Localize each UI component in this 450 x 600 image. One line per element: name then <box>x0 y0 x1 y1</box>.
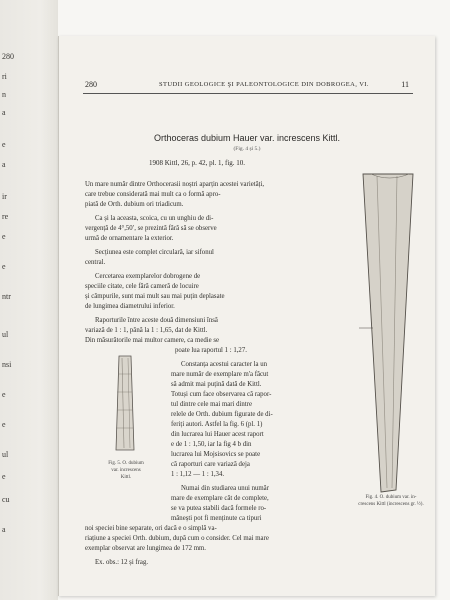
text-line: e de 1 : 1,50, iar la fig 4 b din <box>171 441 252 448</box>
text-line: vergență de 4°,50′, se prezintă fără să se observe <box>85 225 217 232</box>
text-line: noi speciei bine separate, ori dacă e o simplă va- <box>85 525 217 532</box>
backpage-fragment: n <box>2 90 6 99</box>
backpage-fragment: e <box>2 232 6 241</box>
text-line: relele de Orth. dubium figurate de di- <box>171 411 273 418</box>
backpage-fragment: ul <box>2 450 9 459</box>
text-line: Secțiunea este complet circulară, iar sifonul <box>95 249 214 256</box>
backpage-fragment: ntr <box>2 292 11 301</box>
text-line: piată de Orth. dubium ori triadicum. <box>85 201 184 208</box>
synonymy-line: 1908 Kittl, 26, p. 42, pl. 1, fig. 10. <box>149 159 246 167</box>
backpage-fragment: e <box>2 140 6 149</box>
figure-caption <box>81 460 171 481</box>
text-line: Cercetarea exemplarelor dobrogene de <box>95 273 201 280</box>
text-line: exemplar observat are lungimea de 172 mm. <box>85 545 206 552</box>
fossil-fig4-illustration <box>359 172 419 504</box>
text-line: speciile citate, cele fără cameră de locuire <box>85 283 199 290</box>
text-line: și câmpurile, sunt mai mult sau mai puțin deplasate <box>85 293 225 300</box>
previous-page-edge <box>0 0 58 600</box>
text-line: feriți autori. Astfel la fig. 6 (pl. 1) <box>171 421 263 428</box>
text-line: mare număr de exemplare m'a făcut <box>171 371 269 378</box>
roman-page-number: 11 <box>401 80 409 89</box>
text-line: să admit mai puțină dată de Kittl. <box>171 381 262 388</box>
backpage-fragment: ir <box>2 192 7 201</box>
caption-line: var. increscens <box>111 468 141 473</box>
text-line: se va putea stabili dacă formele ro- <box>171 505 267 512</box>
text-line: care trebue considerată mai mult ca o formă apro- <box>85 191 221 198</box>
text-line: 1 : 1,12 — 1 : 1,34. <box>171 471 225 478</box>
backpage-fragment: a <box>2 160 6 169</box>
text-line: lucrarea lui Mojsisovics se poate <box>171 451 261 458</box>
backpage-fragment: ul <box>2 330 9 339</box>
caption-line: Fig. 5. O. dubium <box>108 461 144 466</box>
backpage-fragment: nsi <box>2 360 12 369</box>
text-line: central. <box>85 259 106 266</box>
caption-line: Fig. 4. O. dubium var. in- <box>365 495 417 500</box>
caption-line: Kittl. <box>120 475 132 480</box>
backpage-fragment: e <box>2 420 6 429</box>
text-line: Ca și la aceasta, scoica, cu un unghiu de di- <box>95 215 214 222</box>
backpage-fragment: ri <box>2 72 7 81</box>
running-title: STUDII GEOLOGICE ŞI PALEONTOLOGICE DIN DOBROGEA, VI. <box>159 81 369 88</box>
header-rule <box>83 93 413 94</box>
text-line: riațiune a speciei Orth. dubium, după cum o consider. Cel mai mare <box>85 535 269 542</box>
text-line: mare de exemplare cât de complete, <box>171 495 269 502</box>
figure-caption <box>345 494 437 508</box>
species-title: Orthoceras dubium Hauer var. increscens Kittl. <box>153 133 341 143</box>
page-number: 280 <box>85 80 97 89</box>
backpage-fragment: 280 <box>2 52 14 61</box>
backpage-fragment: e <box>2 262 6 271</box>
text-line: urmă de ornamentare la exterior. <box>85 235 174 242</box>
text-line: că raporturi care variază deja <box>171 461 250 468</box>
text-line: Raporturile între aceste două dimensiuni însă <box>95 317 218 324</box>
text-line: variază de 1 : 1, până la 1 : 1,65, dat de Kittl. <box>85 327 208 334</box>
running-header <box>59 80 435 92</box>
book-page <box>58 36 435 596</box>
text-line: Un mare număr dintre Orthocerasii noștri aparțin acestei varietăți, <box>85 181 265 188</box>
fossil-fig5-illustration <box>97 354 157 458</box>
caption-line: crescens Kittl (increscens gr. ½). <box>358 502 424 507</box>
text-line: Numai din studiarea unui număr <box>181 485 269 492</box>
text-line: mânești pot fi menținute ca tipuri <box>171 515 262 522</box>
backpage-fragment: re <box>2 212 9 221</box>
backpage-fragment: e <box>2 390 6 399</box>
backpage-fragment: a <box>2 525 6 534</box>
text-line: Totuși cum face observarea că rapor- <box>171 391 272 398</box>
text-line: din lucrarea lui Hauer acest raport <box>171 431 264 438</box>
backpage-fragment: cu <box>2 495 10 504</box>
text-line: Din măsurătorile mai multor camere, ca medie se <box>85 337 219 344</box>
text-line: poate lua raportul 1 : 1,27. <box>175 347 247 354</box>
backpage-fragment: e <box>2 472 6 481</box>
text-line: tul dintre cele mai mari dintre <box>171 401 252 408</box>
text-line: Constanța acestui caracter la un <box>181 361 268 368</box>
text-line: de lungimea diametrului inferior. <box>85 303 175 310</box>
figure-reference: (Fig. 4 și 5.) <box>233 146 261 152</box>
text-line: Ex. obs.: 12 și frag. <box>95 559 149 566</box>
backpage-fragment: a <box>2 108 6 117</box>
